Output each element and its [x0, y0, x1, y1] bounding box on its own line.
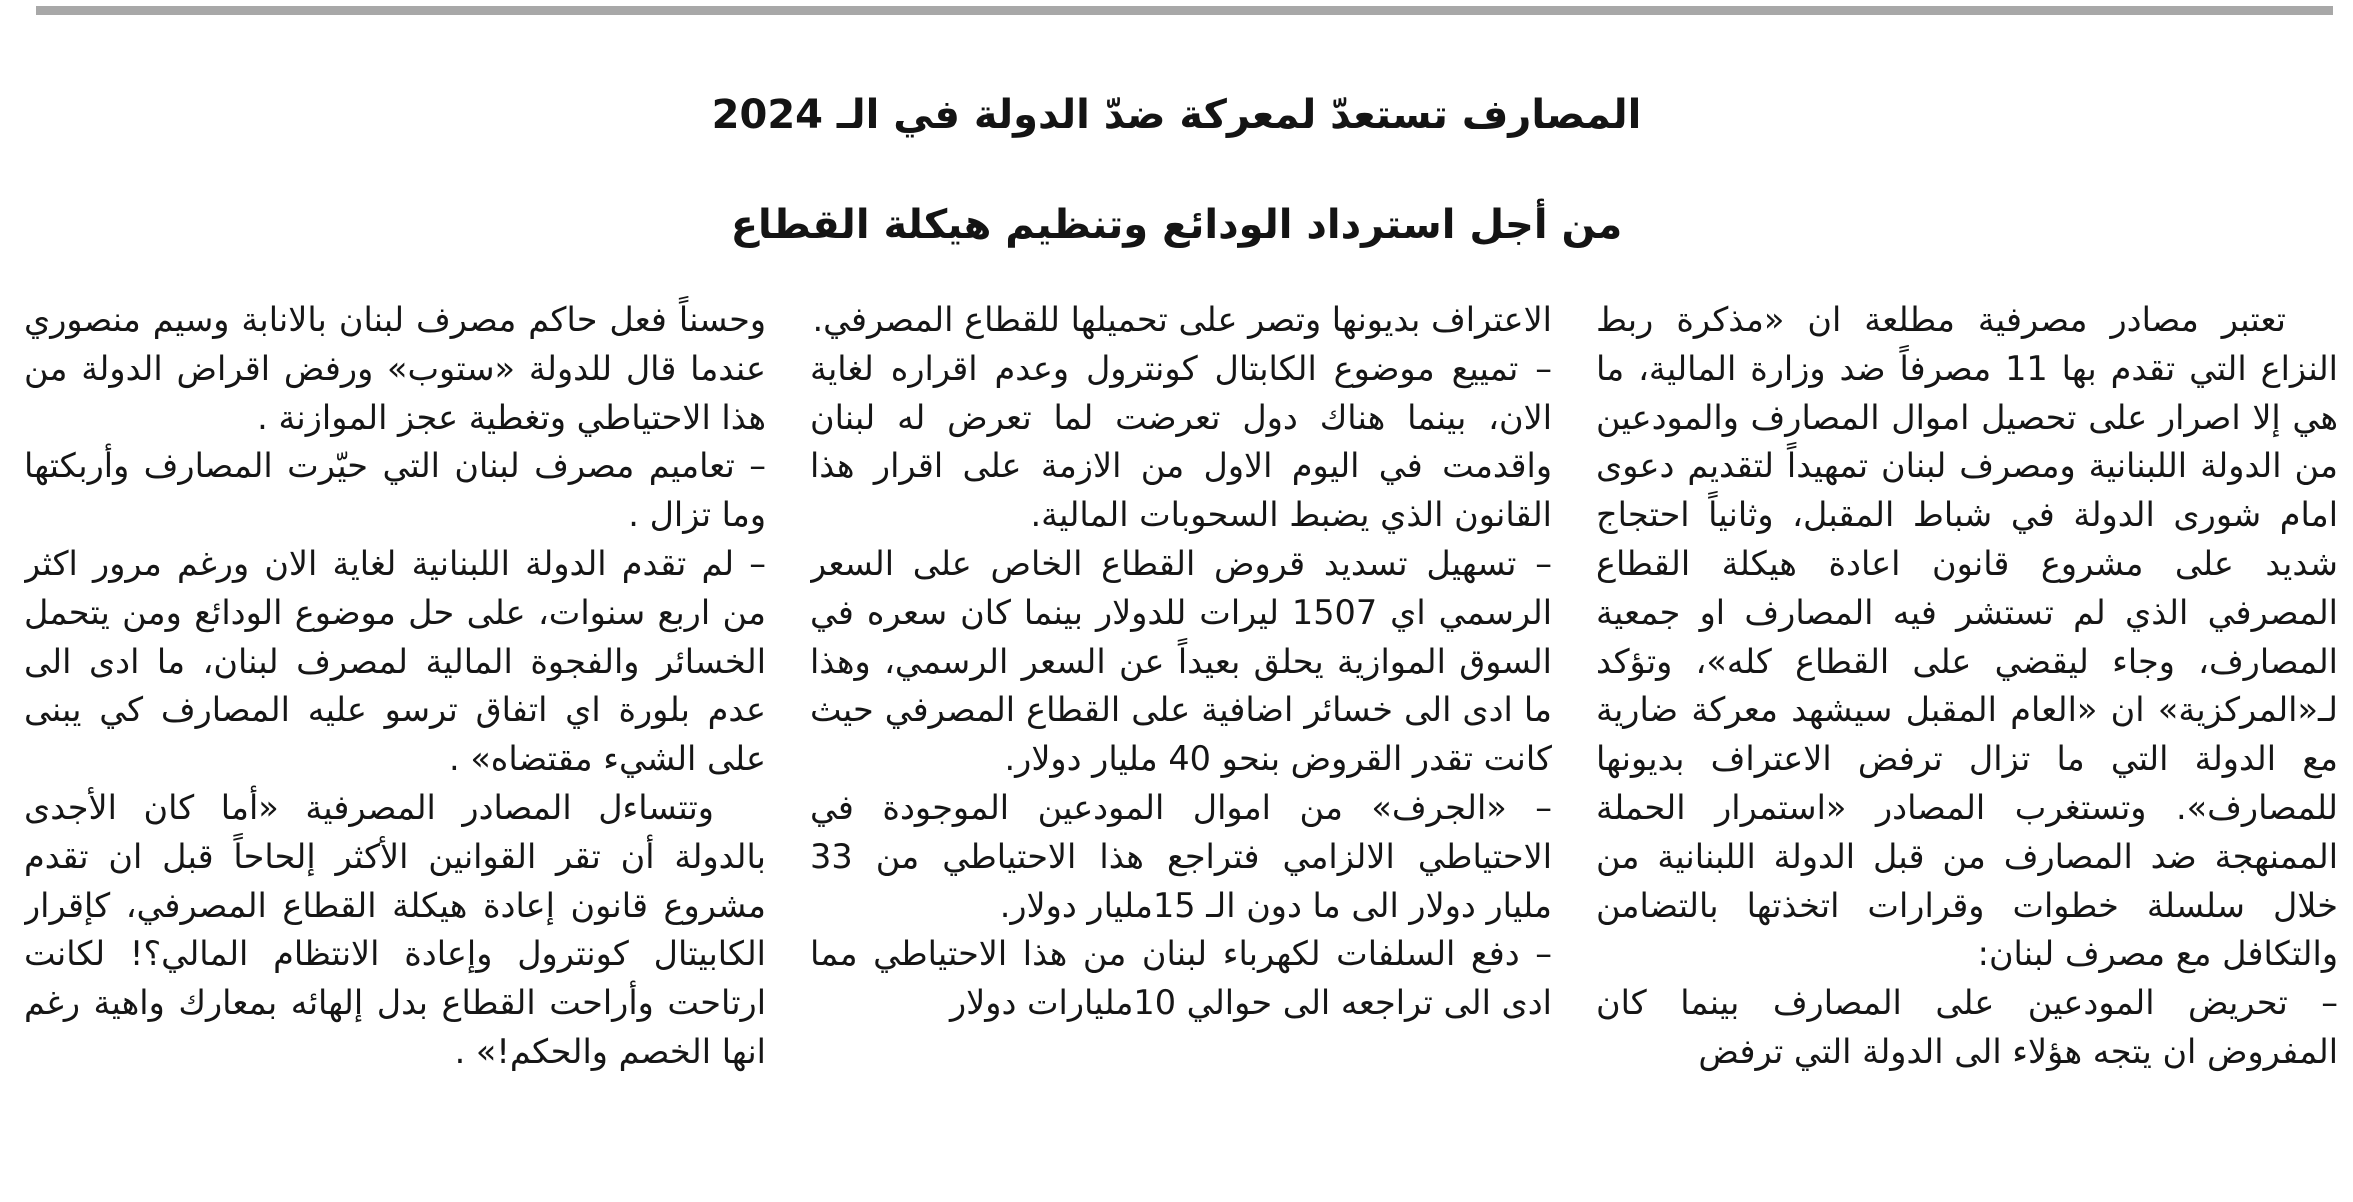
headline-line-1: المصارف تستعدّ لمعركة ضدّ الدولة في الـ 2024 [711, 92, 1642, 138]
column-2-paragraph-4: – «الجرف» من اموال المودعين الموجودة في الاحتياطي الالزامي فتراجع هذا الاحتياطي من 33 مليار دولار الى ما دون الـ 15مليار دولار. [810, 787, 1552, 925]
column-2-paragraph-5: – دفع السلفات لكهرباء لبنان من هذا الاحتياطي مما ادى الى تراجعه الى حوالي 10مليارات دولار [810, 934, 1552, 1023]
column-2-paragraph-1: الاعتراف بديونها وتصر على تحميلها للقطاع المصرفي. [812, 300, 1552, 339]
column-3 [24, 296, 766, 1196]
column-1-paragraph-1: تعتبر مصادر مصرفية مطلعة ان «مذكرة ربط النزاع التي تقدم بها 11 مصرفاً ضد وزارة المالية، ما هي إلا اصرار على تحصيل اموال المصارف والمودعين من الدولة اللبنانية ومصرف لبنان تمهيداً لتقديم دعوى امام شورى الدولة في شباط المقبل، وثانياً احتجاج شديد على مشروع قانون اعادة هيكلة القطاع المصرفي الذي لم تستشر فيه المصارف او جمعية المصارف، وجاء ليقضي على القطاع كله»، وتؤكد لـ«المركزية» ان «العام المقبل سيشهد معركة ضارية مع الدولة التي ما تزال ترفض الاعتراف بديونها للمصارف». وتستغرب المصادر «استمرار الحملة الممنهجة ضد المصارف من قبل الدولة اللبنانية من خلال سلسلة خطوات وقرارات اتخذتها بالتضامن والتكافل مع مصرف لبنان: [1596, 300, 2338, 974]
column-2-paragraph-2: – تمييع موضوع الكابتال كونترول وعدم اقراره لغاية الان، بينما هناك دول تعرضت لما تعرض له لبنان واقدمت في اليوم الاول من الازمة على اقرار هذا القانون الذي يضبط السحوبات المالية. [810, 348, 1552, 535]
column-3-paragraph-1: وحسناً فعل حاكم مصرف لبنان بالانابة وسيم منصوري عندما قال للدولة «ستوب» ورفض اقراض الدولة من هذا الاحتياطي وتغطية عجز الموازنة . [24, 300, 766, 437]
column-1 [1596, 296, 2338, 1196]
column-3-paragraph-3: – لم تقدم الدولة اللبنانية لغاية الان ورغم مرور اكثر من اربع سنوات، على حل موضوع الودائع ومن يتحمل الخسائر والفجوة المالية لمصرف لبنان، ما ادى الى عدم بلورة اي اتفاق ترسو عليه المصارف كي يبنى على الشيء مقتضاه» . [24, 543, 766, 779]
headline [40, 60, 2313, 280]
column-1-paragraph-2: – تحريض المودعين على المصارف بينما كان المفروض ان يتجه هؤلاء الى الدولة التي ترفض [1596, 983, 2338, 1071]
article-body [24, 296, 2338, 1196]
column-3-paragraph-2: – تعاميم مصرف لبنان التي حيّرت المصارف وأربكتها وما تزال . [24, 446, 766, 535]
column-2 [810, 296, 1552, 1196]
top-rule [36, 6, 2333, 15]
column-3-paragraph-4: وتتساءل المصادر المصرفية «أما كان الأجدى بالدولة أن تقر القوانين الأكثر إلحاحاً قبل ان تقدم مشروع قانون إعادة هيكلة القطاع المصرفي، كإقرار الكابيتال كونترول وإعادة الانتظام المالي؟! لكانت ارتاحت وأراحت القطاع بدل إلهائه بمعارك واهية رغم انها الخصم والحكم!» . [24, 787, 766, 1071]
column-2-paragraph-3: – تسهيل تسديد قروض القطاع الخاص على السعر الرسمي اي 1507 ليرات للدولار بينما كان سعره في السوق الموازية يحلق بعيداً عن السعر الرسمي، وهذا ما ادى الى خسائر اضافية على القطاع المصرفي حيث كانت تقدر القروض بنحو 40 مليار دولار. [810, 543, 1552, 779]
headline-line-2: من أجل استرداد الودائع وتنظيم هيكلة القطاع [730, 202, 1623, 248]
